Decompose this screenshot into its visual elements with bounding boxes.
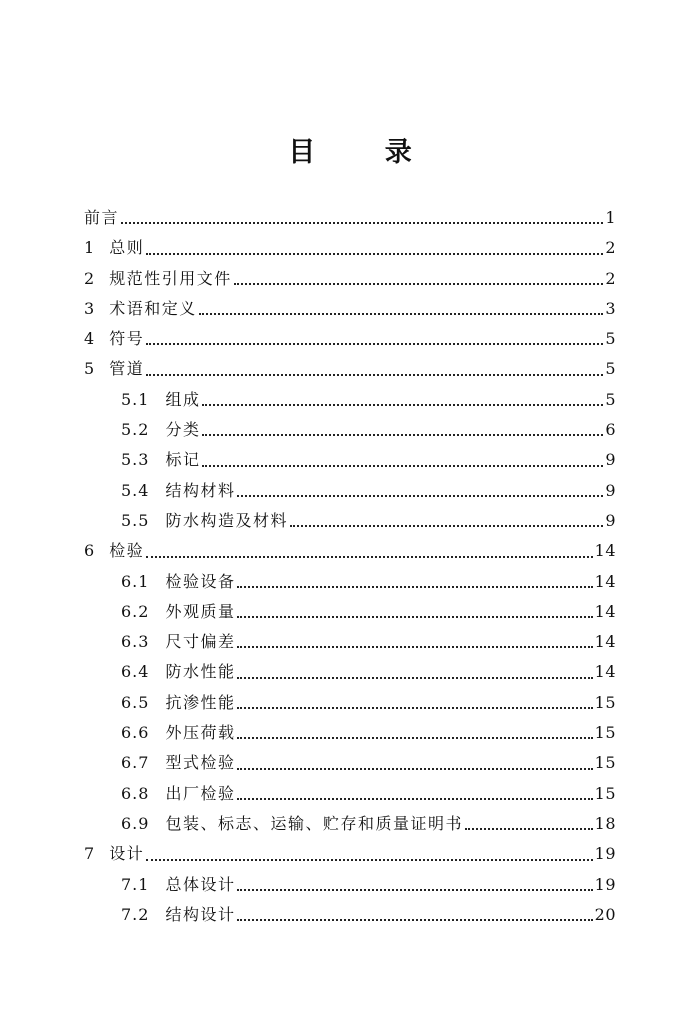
toc-entry-title: 分类 [165,420,201,440]
toc-entry-title: 尺寸偏差 [165,632,236,652]
toc-entry-page: 9 [605,480,616,500]
toc-entry-number: 6.2 [121,601,150,621]
toc-entry [84,809,616,839]
toc-entry [84,718,616,748]
toc-entry-page: 20 [594,904,616,924]
toc-entry [84,567,616,597]
toc-dot-leader [202,434,603,436]
toc-entry-page: 5 [605,329,616,349]
toc-entry-title: 前言 [84,208,120,227]
toc-dot-leader [234,283,604,285]
toc-dot-leader [237,768,592,770]
toc-entry [84,839,616,869]
toc-entry [84,597,616,627]
toc-dot-leader [146,253,603,255]
toc-entry-number: 6.9 [121,813,150,833]
toc-entry-title: 总体设计 [165,874,236,894]
toc-entry-title: 防水性能 [165,662,236,682]
toc-entry-title: 型式检验 [165,753,236,773]
toc-entry-title: 设计 [109,844,145,864]
toc-entry-number: 6.4 [121,662,150,682]
toc-entry [84,264,616,294]
toc-entry-page: 5 [605,359,616,379]
toc-dot-leader [290,525,603,527]
toc-entry-number: 6.6 [121,723,150,743]
toc-entry-number: 6.7 [121,753,150,773]
toc-entry-title: 组成 [165,389,201,409]
toc-entry-title: 结构设计 [165,904,236,924]
toc-entry-page: 15 [594,783,616,803]
toc-entry-number: 6 [84,541,96,561]
toc-entry-number: 5.5 [121,510,150,530]
toc-entry [84,354,616,384]
toc-dot-leader [146,343,603,345]
toc-entry-page: 6 [605,420,616,440]
toc-dot-leader [237,737,592,739]
toc-entry-page: 14 [594,662,616,682]
table-of-contents [84,203,616,930]
toc-entry-number: 6.8 [121,783,150,803]
toc-entry [84,657,616,687]
toc-entry-title: 检验设备 [165,571,236,591]
toc-entry [84,445,616,475]
toc-entry-page: 14 [594,541,616,561]
toc-entry-page: 2 [605,268,616,288]
toc-entry [84,536,616,566]
toc-entry-page: 19 [594,844,616,864]
toc-entry-page: 9 [605,450,616,470]
toc-dot-leader [202,404,603,406]
toc-entry [84,870,616,900]
toc-dot-leader [237,677,592,679]
toc-entry-number: 7.2 [121,904,150,924]
toc-entry [84,779,616,809]
toc-dot-leader [146,859,592,861]
toc-entry-title: 防水构造及材料 [165,510,288,530]
toc-entry [84,688,616,718]
toc-entry-page: 1 [605,208,616,227]
toc-entry-title: 外观质量 [165,601,236,621]
toc-entry-number: 5.1 [121,389,150,409]
toc-entry-number: 5.2 [121,420,150,440]
toc-dot-leader [202,465,603,467]
toc-entry-title: 检验 [109,541,145,561]
toc-entry-page: 9 [605,510,616,530]
toc-entry [84,294,616,324]
toc-entry [84,476,616,506]
toc-dot-leader [237,586,592,588]
toc-entry-title: 规范性引用文件 [109,268,232,288]
toc-entry-title: 结构材料 [165,480,236,500]
toc-entry-page: 18 [594,813,616,833]
toc-entry-title: 符号 [109,329,145,349]
toc-entry-title: 包装、标志、运输、贮存和质量证明书 [165,813,463,833]
toc-entry [84,385,616,415]
toc-entry-page: 15 [594,723,616,743]
toc-entry [84,627,616,657]
toc-entry-title: 总则 [109,238,145,258]
toc-dot-leader [121,222,603,224]
toc-dot-leader [199,313,604,315]
toc-entry-page: 14 [594,571,616,591]
toc-entry-number: 5 [84,359,96,379]
toc-entry-page: 14 [594,632,616,652]
toc-entry-title: 术语和定义 [109,298,197,318]
toc-dot-leader [237,889,592,891]
toc-dot-leader [465,828,593,830]
toc-entry-page: 2 [605,238,616,258]
toc-entry-page: 5 [605,389,616,409]
toc-dot-leader [237,919,592,921]
toc-entry-page: 3 [605,298,616,318]
toc-entry [84,900,616,930]
toc-entry [84,233,616,263]
toc-entry-number: 4 [84,329,96,349]
toc-entry [84,415,616,445]
toc-entry-page: 15 [594,692,616,712]
toc-dot-leader [146,374,603,376]
toc-entry-number: 3 [84,298,96,318]
toc-entry-title: 外压荷载 [165,723,236,743]
toc-entry-number: 5.3 [121,450,150,470]
toc-entry-number: 6.1 [121,571,150,591]
toc-entry-number: 6.5 [121,692,150,712]
page-title: 目 录 [288,137,442,168]
toc-dot-leader [237,798,592,800]
toc-entry [84,748,616,778]
toc-entry-page: 14 [594,601,616,621]
toc-entry [84,506,616,536]
toc-entry-number: 1 [84,238,96,258]
toc-entry [84,324,616,354]
toc-entry-title: 抗渗性能 [165,692,236,712]
toc-entry-number: 7 [84,844,96,864]
toc-entry-title: 出厂检验 [165,783,236,803]
toc-dot-leader [237,646,592,648]
toc-entry-number: 6.3 [121,632,150,652]
toc-dot-leader [237,616,592,618]
toc-entry-number: 7.1 [121,874,150,894]
toc-entry-number: 2 [84,268,96,288]
toc-entry-number: 5.4 [121,480,150,500]
toc-dot-leader [237,707,592,709]
toc-entry-title: 标记 [165,450,201,470]
toc-dot-leader [146,556,592,558]
toc-entry-page: 15 [594,753,616,773]
toc-entry-title: 管道 [109,359,145,379]
toc-entry [84,203,616,233]
toc-dot-leader [237,495,603,497]
toc-entry-page: 19 [594,874,616,894]
